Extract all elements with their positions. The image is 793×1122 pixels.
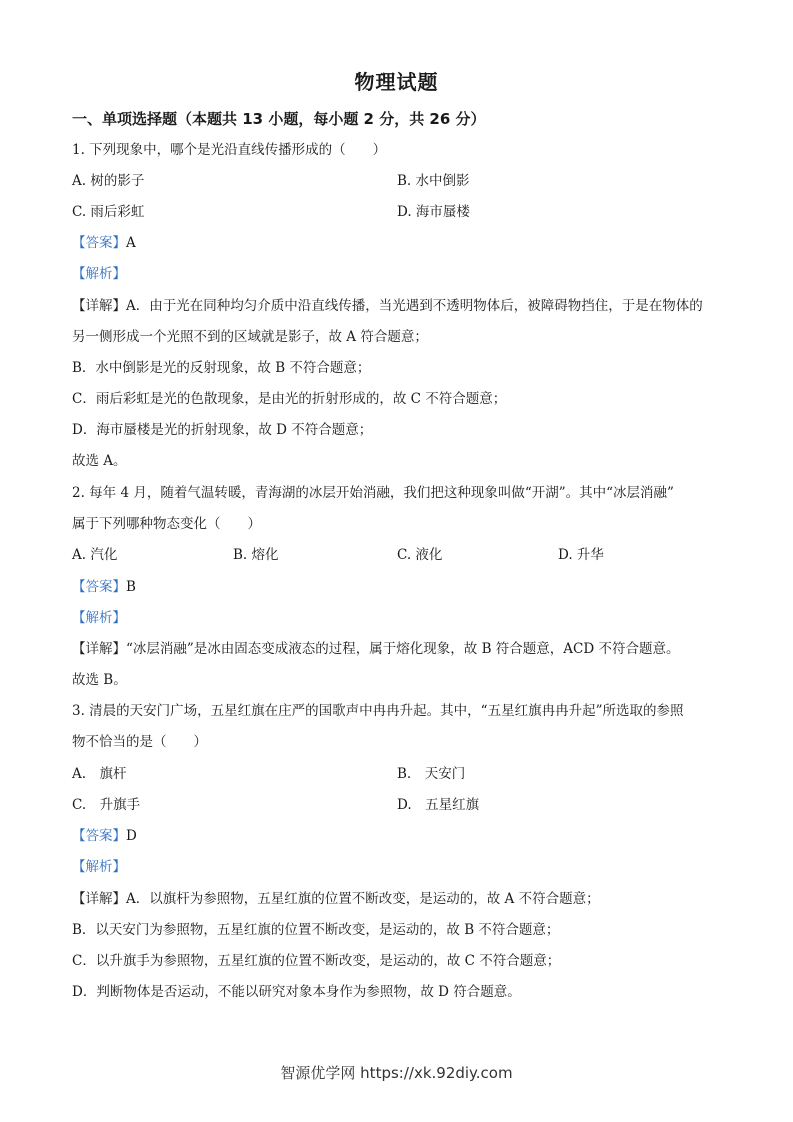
q3-option-a: A. 旗杆 <box>72 766 127 782</box>
section-heading: 一、单项选择题（本题共 13 小题，每小题 2 分，共 26 分） <box>72 110 486 128</box>
q3-detail-line: B．以天安门为参照物，五星红旗的位置不断改变，是运动的，故 B 不符合题意； <box>72 922 560 938</box>
q2-analysis-tag: 【解析】 <box>72 610 126 626</box>
q3-option-d: D. 五星红旗 <box>397 797 480 813</box>
answer-tag: 【答案】 <box>72 828 126 844</box>
answer-value: B <box>126 579 136 595</box>
answer-value: A <box>126 235 136 251</box>
q1-detail-line: C．雨后彩虹是光的色散现象，是由光的折射形成的，故 C 不符合题意； <box>72 391 507 407</box>
answer-value: D <box>126 828 137 844</box>
q1-detail-line: 【详解】A．由于光在同种均匀介质中沿直线传播，当光遇到不透明物体后，被障碍物挡住，于是在物体的 <box>72 298 703 314</box>
q2-option-c: C. 液化 <box>397 547 443 563</box>
q2-stem-line: 属于下列哪种物态变化（ ） <box>72 516 261 532</box>
q2-option-a: A. 汽化 <box>72 547 118 563</box>
q1-detail-line: D．海市蜃楼是光的折射现象，故 D 不符合题意； <box>72 422 373 438</box>
q2-option-b: B. 熔化 <box>233 547 279 563</box>
q1-stem: 1. 下列现象中，哪个是光沿直线传播形成的（ ） <box>72 142 387 158</box>
q1-conclusion: 故选 A。 <box>72 453 127 469</box>
q3-detail-line: D．判断物体是否运动，不能以研究对象本身作为参照物，故 D 符合题意。 <box>72 984 521 1000</box>
q1-option-b: B. 水中倒影 <box>397 173 470 189</box>
q3-detail-line: 【详解】A．以旗杆为参照物，五星红旗的位置不断改变，是运动的，故 A 不符合题意； <box>72 891 600 907</box>
q3-option-c: C. 升旗手 <box>72 797 141 813</box>
document-title: 物理试题 <box>354 70 439 94</box>
answer-tag: 【答案】 <box>72 579 126 595</box>
q3-detail-line: C．以升旗手为参照物，五星红旗的位置不断改变，是运动的，故 C 不符合题意； <box>72 953 561 969</box>
q1-option-d: D. 海市蜃楼 <box>397 204 470 220</box>
q1-detail-line: B．水中倒影是光的反射现象，故 B 不符合题意； <box>72 360 371 376</box>
q2-detail-line: 【详解】“冰层消融”是冰由固态变成液态的过程，属于熔化现象，故 B 符合题意，ACD 不符合题意。 <box>72 641 680 657</box>
q2-option-d: D. 升华 <box>558 547 604 563</box>
q2-answer <box>72 577 136 597</box>
q1-option-c: C. 雨后彩虹 <box>72 204 145 220</box>
q2-conclusion: 故选 B。 <box>72 672 127 688</box>
answer-tag: 【答案】 <box>72 235 126 251</box>
footer-watermark: 智源优学网 https://xk.92diy.com <box>280 1064 513 1082</box>
q3-analysis-tag: 【解析】 <box>72 859 126 875</box>
q3-answer <box>72 826 137 846</box>
q3-stem-line: 物不恰当的是（ ） <box>72 734 207 750</box>
q2-stem-line: 2. 每年 4 月，随着气温转暖，青海湖的冰层开始消融，我们把这种现象叫做“开湖”。其中“冰层消融” <box>72 485 674 501</box>
q1-analysis-tag: 【解析】 <box>72 266 126 282</box>
q1-answer <box>72 233 136 253</box>
q1-detail-line: 另一侧形成一个光照不到的区域就是影子，故 A 符合题意； <box>72 329 428 345</box>
q3-stem-line: 3. 清晨的天安门广场，五星红旗在庄严的国歌声中冉冉升起。其中，“五星红旗冉冉升起”所选取的参照 <box>72 703 684 719</box>
q3-option-b: B. 天安门 <box>397 766 466 782</box>
q1-option-a: A. 树的影子 <box>72 173 145 189</box>
